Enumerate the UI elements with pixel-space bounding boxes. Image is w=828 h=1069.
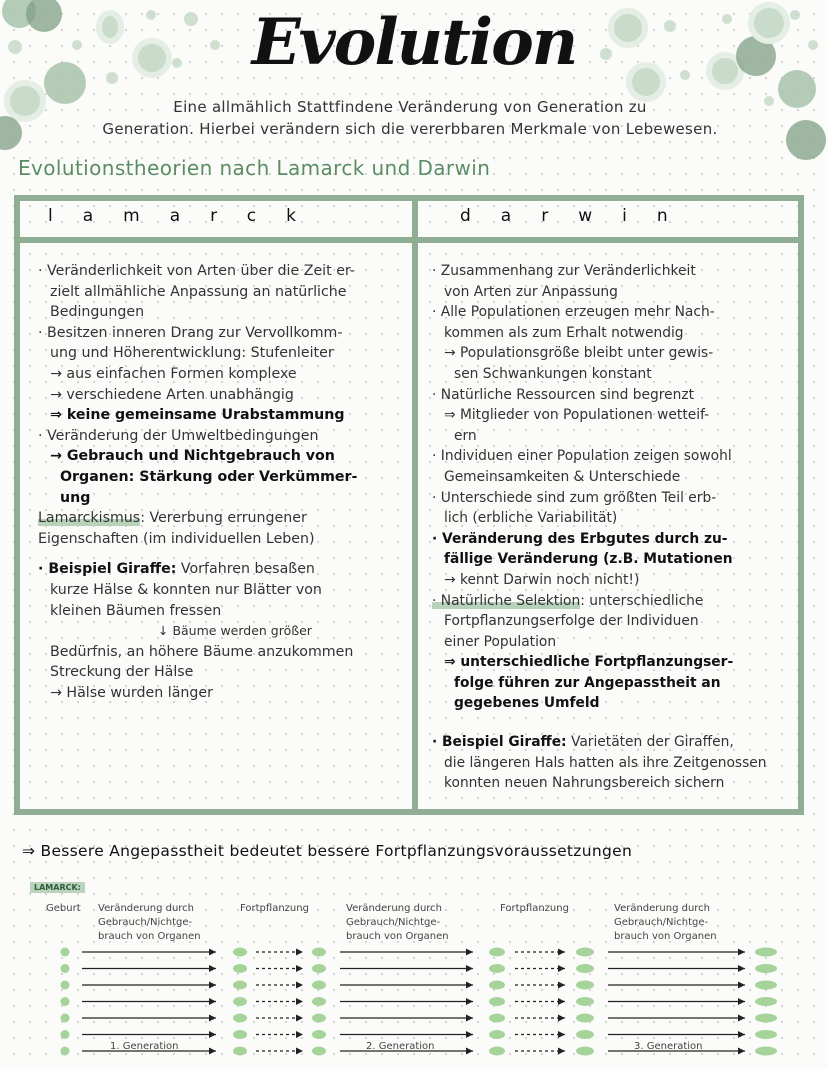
text-span: : unterschiedliche <box>580 592 704 609</box>
organism-dot <box>489 1047 505 1056</box>
organism-dot <box>576 1030 594 1039</box>
organism-dot <box>576 1014 594 1023</box>
text-line: Organen: Stärkung oder Verkümmer- <box>60 468 358 485</box>
text-line: sen Schwankungen konstant <box>454 365 652 382</box>
example-term: · Beispiel Giraffe: <box>432 734 567 751</box>
organism-dot <box>233 997 247 1006</box>
organism-dot <box>61 997 70 1006</box>
table-column-divider <box>412 201 418 809</box>
organism-dot <box>312 1030 326 1039</box>
conclusion: ⇒ Bessere Angepasstheit bedeutet bessere Fortpflanzungsvoraussetzungen <box>22 842 633 860</box>
text-line: Veränderung durch <box>346 903 443 914</box>
page-title: Evolution <box>251 5 577 80</box>
generation-label: 2. Generation <box>366 1041 435 1052</box>
organism-dot <box>233 964 247 973</box>
text-line: fällige Veränderung (z.B. Mutationen <box>444 551 733 568</box>
organism-dot <box>61 948 70 957</box>
generation-label: 1. Generation <box>110 1041 179 1052</box>
lamarck-diagram <box>0 875 828 1069</box>
table-header-divider <box>20 237 798 243</box>
lamarck-column <box>38 261 410 703</box>
text-line: kommen als zum Erhalt notwendig <box>444 324 684 341</box>
text-line: · Veränderlichkeit von Arten über die Zeit er- <box>38 263 355 279</box>
text-line: kleinen Bäumen fressen <box>50 602 222 619</box>
section-heading: Evolutionstheorien nach Lamarck und Darwin <box>18 156 491 180</box>
text-span: Varietäten der Giraffen, <box>566 734 734 751</box>
intro-text <box>40 96 780 140</box>
organism-dot <box>755 981 777 990</box>
text-line: Veränderung durch <box>98 903 195 914</box>
intro-line: Generation. Hierbei verändern sich die vererbbaren Merkmale von Lebewesen. <box>102 120 718 138</box>
label-fortpflanzung: Fortpflanzung <box>240 903 309 914</box>
text-line: Streckung der Hälse <box>50 664 194 681</box>
organism-dot <box>576 948 594 957</box>
text-line: kurze Hälse & konnten nur Blätter von <box>50 581 322 598</box>
text-line: · Natürliche Ressourcen sind begrenzt <box>432 386 694 403</box>
organism-dot <box>61 1047 70 1056</box>
example-term: · Beispiel Giraffe: <box>38 561 177 578</box>
generation-label: 3. Generation <box>634 1041 703 1052</box>
diagram-label: LAMARCK: <box>30 882 85 893</box>
text-line: ⇒ Mitglieder von Populationen wetteif- <box>444 407 710 424</box>
organism-dot <box>755 1014 777 1023</box>
organism-dot <box>755 997 777 1006</box>
text-line: konnten neuen Nahrungsbereich sichern <box>444 775 725 792</box>
text-line: folge führen zur Angepasstheit an <box>454 674 721 691</box>
text-line: von Arten zur Anpassung <box>444 283 618 300</box>
organism-dot <box>233 1014 247 1023</box>
text-line <box>38 508 410 529</box>
darwin-column <box>432 261 798 794</box>
text-span: Vorfahren besaßen <box>176 561 315 578</box>
text-line: Gebrauch/Nichtge- <box>98 917 193 928</box>
text-line: Eigenschaften (im individuellen Leben) <box>38 530 315 547</box>
text-line: → Populationsgröße bleibt unter gewis- <box>444 345 714 362</box>
organism-dot <box>755 1047 777 1056</box>
text-line: Gebrauch/Nichtge- <box>614 917 709 928</box>
organism-dot <box>755 948 777 957</box>
organism-dot <box>489 981 505 990</box>
text-line: · Unterschiede sind zum größten Teil erb- <box>432 489 717 506</box>
organism-dot <box>312 1047 326 1056</box>
text-line: → aus einfachen Formen komplexe <box>50 365 297 382</box>
text-line: → verschiedene Arten unabhängig <box>50 386 294 403</box>
organism-dot <box>576 1047 594 1056</box>
organism-dot <box>312 981 326 990</box>
lamarckismus-term: Lamarckismus <box>38 510 141 527</box>
organism-dot <box>312 1014 326 1023</box>
organism-dot <box>489 1014 505 1023</box>
label-geburt: Geburt <box>46 903 81 914</box>
organism-dot <box>755 964 777 973</box>
organism-dot <box>489 997 505 1006</box>
text-line: Veränderung durch <box>614 903 711 914</box>
organism-dot <box>233 948 247 957</box>
text-line <box>38 559 410 580</box>
organism-dot <box>312 948 326 957</box>
text-line: → Gebrauch und Nichtgebrauch von <box>50 448 335 465</box>
text-line: brauch von Organen <box>346 931 449 942</box>
text-line: ⇒ unterschiedliche Fortpflanzungser- <box>444 654 734 671</box>
organism-dot <box>489 1030 505 1039</box>
text-line: ↓ Bäume werden größer <box>158 623 312 639</box>
text-line: · Veränderung der Umweltbedingungen <box>38 427 319 444</box>
text-line: ⇒ keine gemeinsame Urabstammung <box>50 407 345 424</box>
darwin-header: darwin <box>460 206 698 226</box>
organism-dot <box>233 1030 247 1039</box>
text-line: · Besitzen inneren Drang zur Vervollkomm- <box>38 324 343 341</box>
organism-dot <box>755 1030 777 1039</box>
text-line <box>432 591 798 612</box>
text-line: · Zusammenhang zur Veränderlichkeit <box>432 263 696 279</box>
text-line: · Individuen einer Population zeigen sowohl <box>432 448 732 465</box>
text-line: brauch von Organen <box>614 931 717 942</box>
text-line: · Alle Populationen erzeugen mehr Nach- <box>432 304 715 321</box>
text-line: Gebrauch/Nichtge- <box>346 917 441 928</box>
organism-dot <box>576 981 594 990</box>
text-line: ung und Höherentwicklung: Stufenleiter <box>50 345 334 362</box>
text-line: ung <box>60 489 91 506</box>
text-line: Bedürfnis, an höhere Bäume anzukommen <box>50 643 354 660</box>
organism-dot <box>312 997 326 1006</box>
text-line: brauch von Organen <box>98 931 201 942</box>
text-line <box>432 732 798 753</box>
text-line: Bedingungen <box>50 304 145 321</box>
text-line: zielt allmähliche Anpassung an natürliche <box>50 283 347 300</box>
text-line: Fortpflanzungserfolge der Individuen <box>444 613 699 630</box>
organism-dot <box>61 964 70 973</box>
text-line: einer Population <box>444 633 557 650</box>
text-line: gegebenes Umfeld <box>454 695 600 712</box>
text-line: lich (erbliche Variabilität) <box>444 510 618 527</box>
diagram-graphic <box>0 875 828 1069</box>
text-line: · Veränderung des Erbgutes durch zu- <box>432 530 728 547</box>
text-span: : Vererbung errungener <box>140 510 307 527</box>
organism-dot <box>61 981 70 990</box>
label-fortpflanzung: Fortpflanzung <box>500 903 569 914</box>
organism-dot <box>576 964 594 973</box>
natural-selection-term: · Natürliche Selektion <box>432 592 581 609</box>
text-line: ern <box>454 427 477 444</box>
organism-dot <box>233 1047 247 1056</box>
intro-line: Eine allmählich Stattfindene Veränderung von Generation zu <box>173 98 647 116</box>
text-line: Gemeinsamkeiten & Unterschiede <box>444 468 681 485</box>
organism-dot <box>312 964 326 973</box>
comparison-table <box>14 195 804 815</box>
organism-dot <box>576 997 594 1006</box>
organism-dot <box>61 1014 70 1023</box>
text-line: die längeren Hals hatten als ihre Zeitgenossen <box>444 754 767 771</box>
organism-dot <box>233 981 247 990</box>
organism-dot <box>489 964 505 973</box>
organism-dot <box>61 1030 70 1039</box>
organism-dot <box>489 948 505 957</box>
text-line: → kennt Darwin noch nicht!) <box>444 571 640 588</box>
lamarck-header: lamarck <box>48 206 326 226</box>
text-line: → Hälse wurden länger <box>50 684 213 701</box>
